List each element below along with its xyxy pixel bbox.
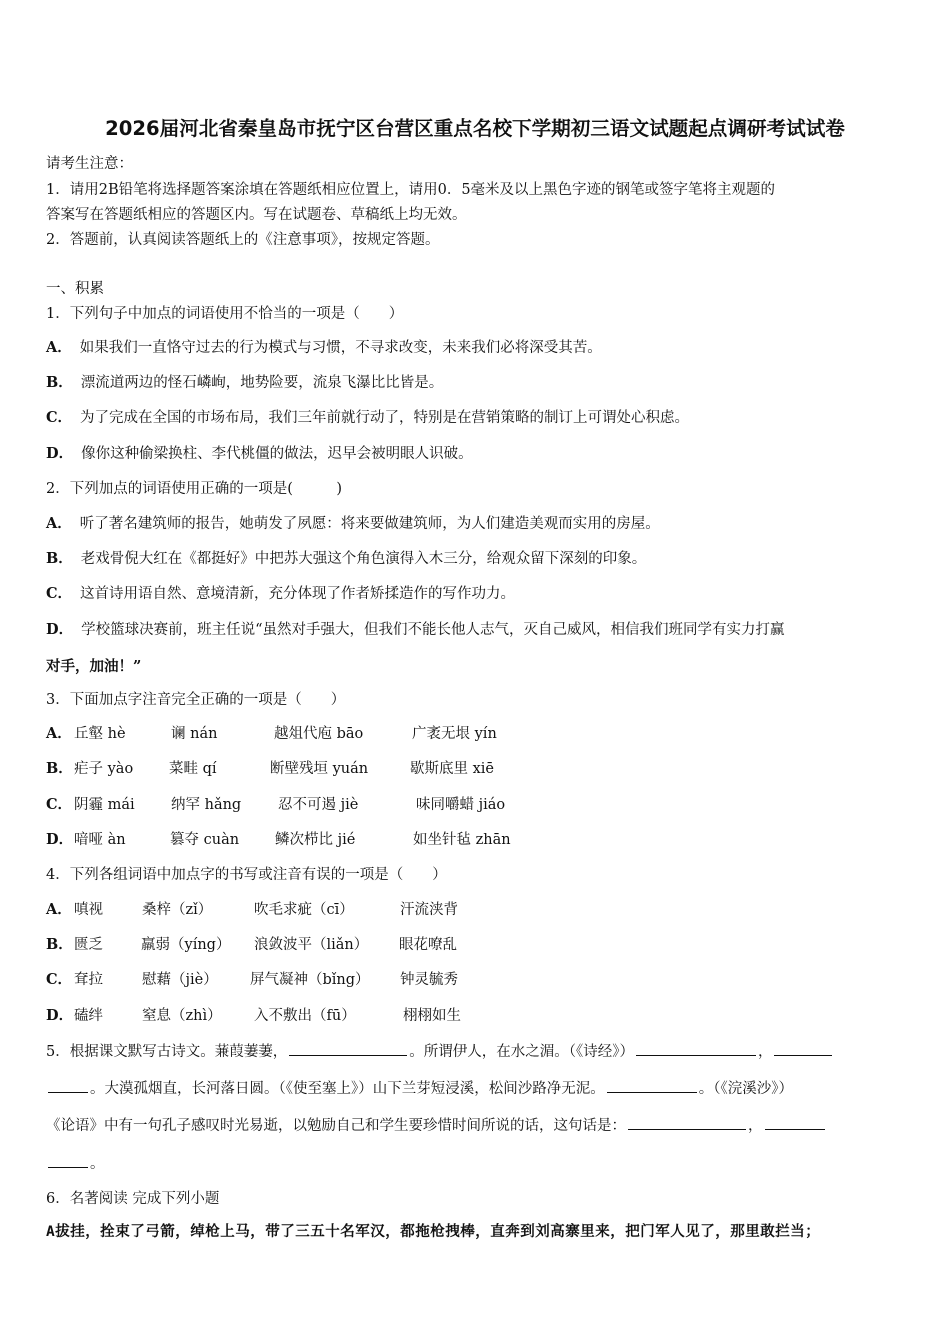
q5-text: 《论语》中有一句孔子感叹时光易逝，以勉励自己和学生要珍惜时间所说的话，这句话是： bbox=[46, 1118, 626, 1134]
q1-option-c bbox=[46, 406, 689, 427]
q4-stem: 4．下列各组词语中加点字的书写或注音有误的一项是（ ） bbox=[46, 867, 447, 883]
answer-blank[interactable] bbox=[48, 1153, 88, 1168]
option-item: 磕绊 bbox=[74, 1008, 103, 1024]
option-item: 歇斯底里 xiē bbox=[410, 761, 495, 777]
option-item: 栩栩如生 bbox=[403, 1008, 461, 1024]
q5-text: ， bbox=[757, 1044, 773, 1060]
option-label: B． bbox=[46, 374, 73, 391]
q1-option-b bbox=[46, 371, 443, 392]
option-item: 疟子 yào bbox=[74, 761, 134, 777]
q3-stem: 3．下面加点字注音完全正确的一项是（ ） bbox=[46, 692, 346, 708]
option-item: 羸弱（yíng） bbox=[141, 937, 231, 953]
answer-blank[interactable] bbox=[48, 1078, 88, 1093]
q1-option-a bbox=[46, 336, 602, 357]
option-text: 这首诗用语自然、意境清新，充分体现了作者矫揉造作的写作功力。 bbox=[80, 586, 516, 602]
option-item: 纳罕 hǎng bbox=[171, 797, 242, 813]
answer-blank[interactable] bbox=[607, 1078, 697, 1093]
option-item: 喑哑 àn bbox=[74, 832, 126, 848]
q1-option-d bbox=[46, 442, 473, 463]
option-label: D． bbox=[46, 831, 74, 848]
option-item: 忍不可遏 jiè bbox=[278, 797, 359, 813]
option-label: C． bbox=[46, 796, 73, 813]
answer-blank[interactable] bbox=[289, 1041, 407, 1056]
option-item: 丘壑 hè bbox=[74, 726, 126, 742]
option-label: D． bbox=[46, 621, 74, 638]
option-label: C． bbox=[46, 971, 73, 988]
option-item: 鳞次栉比 jié bbox=[275, 832, 356, 848]
q5-text: ， bbox=[748, 1118, 763, 1134]
notice-heading: 请考生注意： bbox=[46, 156, 133, 172]
option-item: 味同嚼蜡 jiáo bbox=[416, 797, 506, 813]
q5-line-2 bbox=[46, 1077, 793, 1098]
option-item: 桑梓（zǐ） bbox=[142, 902, 213, 918]
q2-option-b bbox=[46, 547, 646, 568]
option-item: 篡夺 cuàn bbox=[170, 832, 240, 848]
option-item: 屏气凝神（bǐng） bbox=[250, 972, 370, 988]
q2-option-a bbox=[46, 512, 660, 533]
option-item: 广袤无垠 yín bbox=[412, 726, 497, 742]
option-item: 菜畦 qí bbox=[169, 761, 217, 777]
option-item: 眼花嘹乱 bbox=[399, 937, 457, 953]
option-item: 断壁残垣 yuán bbox=[270, 761, 369, 777]
option-label: A． bbox=[46, 515, 72, 532]
q5-text: 。（《浣溪沙》） bbox=[698, 1081, 793, 1097]
q2-stem: 2．下列加点的词语使用正确的一项是( ) bbox=[46, 481, 343, 497]
option-item: 嗔视 bbox=[74, 902, 103, 918]
notice-line-1: 1．请用2B铅笔将选择题答案涂填在答题纸相应位置上，请用0．5毫米及以上黑色字迹的钢笔或签字笔将主观题的 bbox=[46, 182, 776, 198]
q5-text: 。大漠孤烟直，长河落日圆。（《使至塞上》）山下兰芽短浸溪，松间沙路净无泥。 bbox=[90, 1081, 605, 1097]
q6-passage: A拔挂，拴束了弓箭，绰枪上马，带了三五十名军汉，都拖枪拽棒，直奔到刘高寨里来，把门军人见了，那里敢拦当； bbox=[46, 1224, 821, 1240]
q5-line-3 bbox=[46, 1114, 827, 1135]
option-item: 吹毛求疵（cī） bbox=[254, 902, 354, 918]
option-item: 浪敛波平（liǎn） bbox=[254, 937, 369, 953]
notice-line-2: 答案写在答题纸相应的答题区内。写在试题卷、草稿纸上均无效。 bbox=[46, 207, 467, 223]
option-text: 学校篮球决赛前，班主任说“虽然对手强大，但我们不能长他人志气，灭自己威风，相信我们班同学有实力打赢 bbox=[81, 622, 785, 638]
option-label: D． bbox=[46, 1007, 74, 1024]
section-heading: 一、积累 bbox=[46, 281, 104, 297]
option-text: 漂流道两边的怪石嶙峋，地势险要，流泉飞瀑比比皆是。 bbox=[80, 375, 444, 391]
answer-blank[interactable] bbox=[774, 1041, 832, 1056]
q5-text: 。所谓伊人，在水之湄。（《诗经》） bbox=[409, 1044, 634, 1060]
q1-stem: 1．下列句子中加点的词语使用不恰当的一项是（ ） bbox=[46, 306, 404, 322]
option-item: 钟灵毓秀 bbox=[400, 972, 458, 988]
answer-blank[interactable] bbox=[636, 1041, 756, 1056]
option-text: 像你这种偷梁换柱、李代桃僵的做法，迟早会被明眼人识破。 bbox=[81, 446, 473, 462]
q5-line-1 bbox=[46, 1040, 834, 1061]
option-item: 匮乏 bbox=[74, 937, 103, 953]
option-text: 老戏骨倪大红在《都挺好》中把苏大强这个角色演得入木三分，给观众留下深刻的印象。 bbox=[80, 551, 647, 567]
q5-text: 5．根据课文默写古诗文。蒹葭萋萋， bbox=[46, 1044, 288, 1060]
notice-line-3: 2．答题前，认真阅读答题纸上的《注意事项》，按规定答题。 bbox=[46, 232, 440, 248]
option-label: C． bbox=[46, 585, 73, 602]
option-label: B． bbox=[46, 550, 73, 567]
option-label: A． bbox=[46, 725, 72, 742]
option-label: B． bbox=[46, 936, 73, 953]
q5-text: 。 bbox=[90, 1156, 105, 1172]
option-label: A． bbox=[46, 901, 72, 918]
answer-blank[interactable] bbox=[765, 1115, 825, 1130]
option-text: 如果我们一直恪守过去的行为模式与习惯，不寻求改变，未来我们必将深受其苦。 bbox=[79, 340, 602, 356]
q2-option-c bbox=[46, 582, 515, 603]
option-item: 入不敷出（fū） bbox=[254, 1008, 356, 1024]
option-item: 耷拉 bbox=[74, 972, 103, 988]
option-item: 窒息（zhì） bbox=[142, 1008, 222, 1024]
option-item: 慰藉（jiè） bbox=[142, 972, 218, 988]
option-item: 谰 nán bbox=[171, 726, 218, 742]
document-title: 2026届河北省秦皇岛市抚宁区台营区重点名校下学期初三语文试题起点调研考试试卷 bbox=[105, 117, 845, 140]
option-item: 如坐针毡 zhān bbox=[413, 832, 511, 848]
answer-blank[interactable] bbox=[628, 1115, 746, 1130]
option-item: 阴霾 mái bbox=[74, 797, 135, 813]
option-text: 听了著名建筑师的报告，她萌发了夙愿：将来要做建筑师，为人们建造美观而实用的房屋。 bbox=[79, 516, 660, 532]
option-text: 为了完成在全国的市场布局，我们三年前就行动了，特别是在营销策略的制订上可谓处心积虑。 bbox=[80, 410, 690, 426]
q5-line-4 bbox=[46, 1152, 105, 1173]
option-label: D． bbox=[46, 445, 74, 462]
option-label: C． bbox=[46, 409, 73, 426]
q2-option-d-continued: 对手，加油！” bbox=[46, 658, 142, 675]
option-label: B． bbox=[46, 760, 73, 777]
option-label: A． bbox=[46, 339, 72, 356]
q6-stem: 6．名著阅读 完成下列小题 bbox=[46, 1191, 220, 1207]
option-item: 汗流浃背 bbox=[400, 902, 458, 918]
option-item: 越俎代庖 bāo bbox=[274, 726, 364, 742]
q2-option-d bbox=[46, 618, 785, 639]
